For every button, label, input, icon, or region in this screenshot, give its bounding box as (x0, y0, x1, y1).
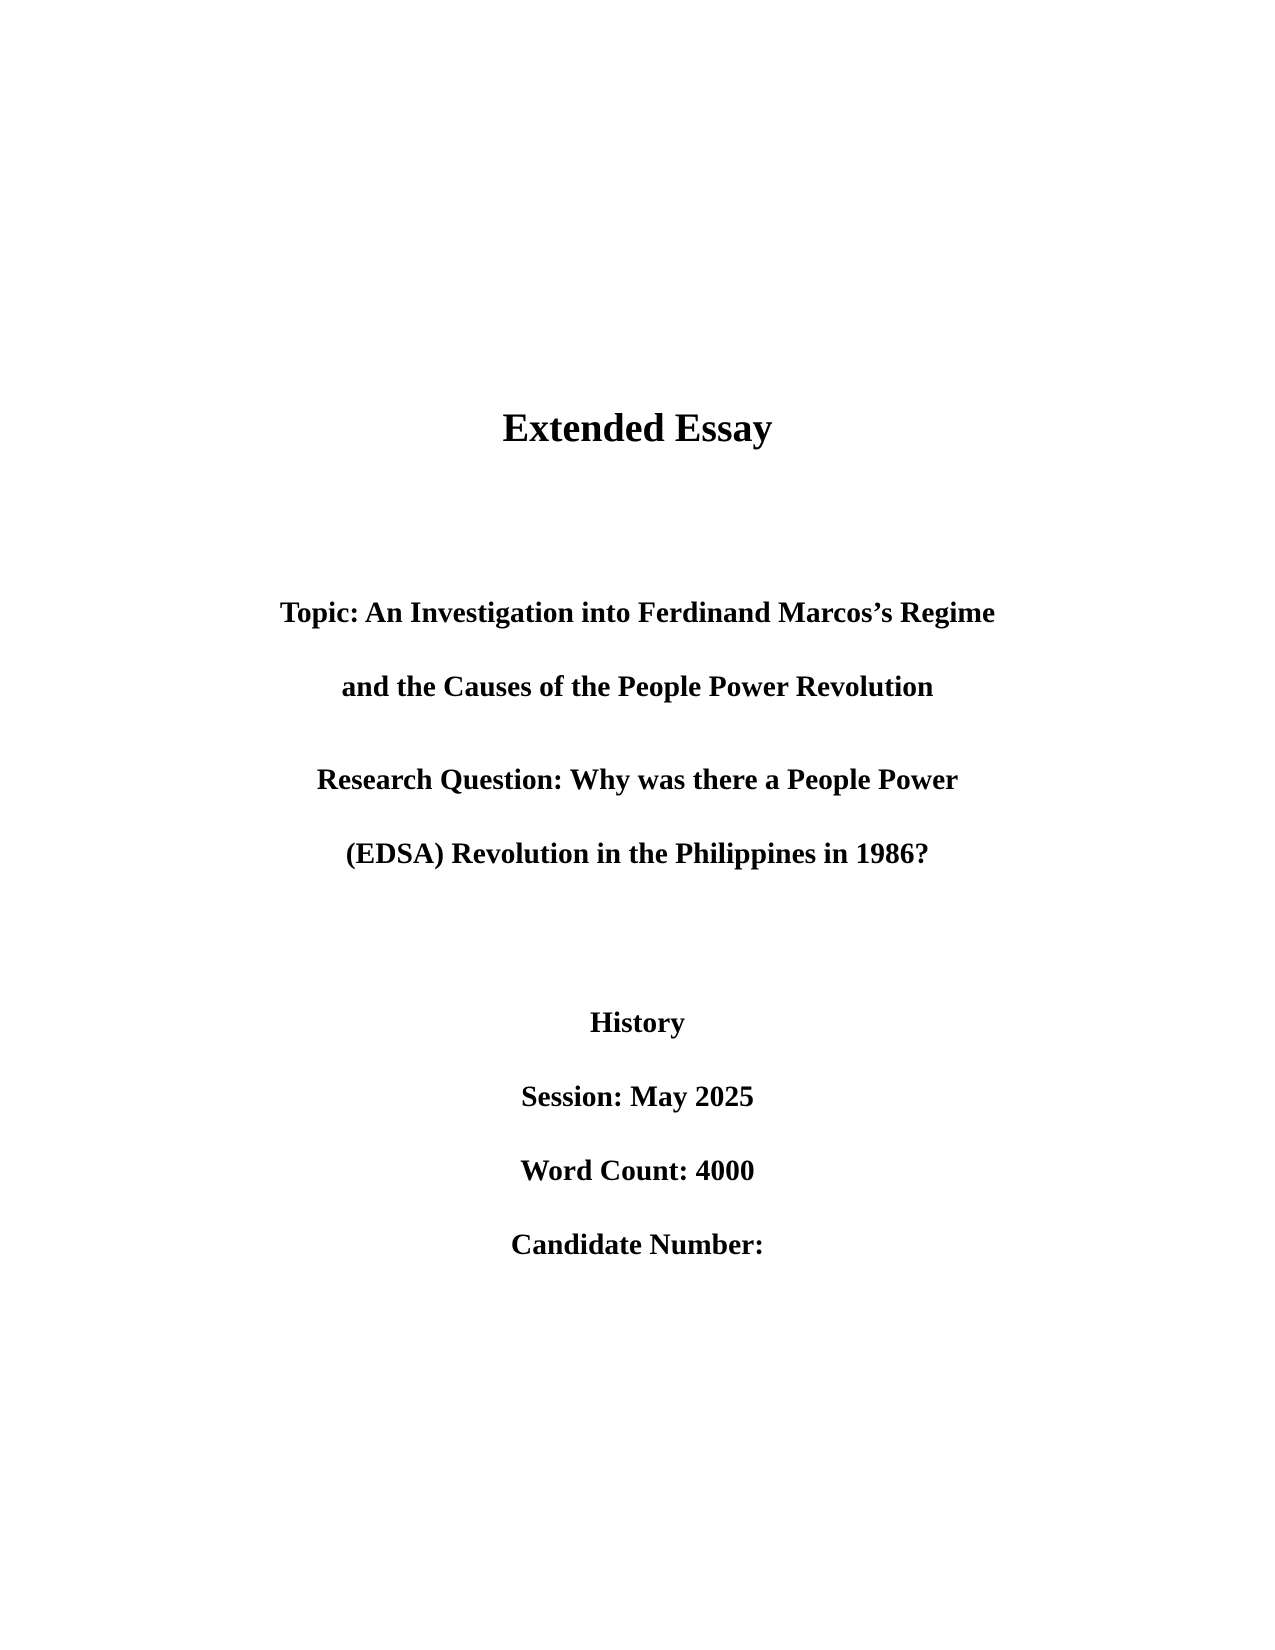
subject-label: History (589, 1007, 686, 1039)
essay-title: Extended Essay (502, 405, 773, 450)
topic-line-1: Topic: An Investigation into Ferdinand Marcos’s Regime (279, 597, 996, 629)
candidate-number-label: Candidate Number: (510, 1229, 765, 1261)
session-label: Session: May 2025 (521, 1081, 754, 1113)
research-question-line-2: (EDSA) Revolution in the Philippines in 1986? (345, 838, 930, 870)
word-count-label: Word Count: 4000 (520, 1155, 755, 1187)
topic-line-2: and the Causes of the People Power Revolution (341, 671, 934, 703)
research-question-line-1: Research Question: Why was there a People Power (316, 764, 959, 796)
